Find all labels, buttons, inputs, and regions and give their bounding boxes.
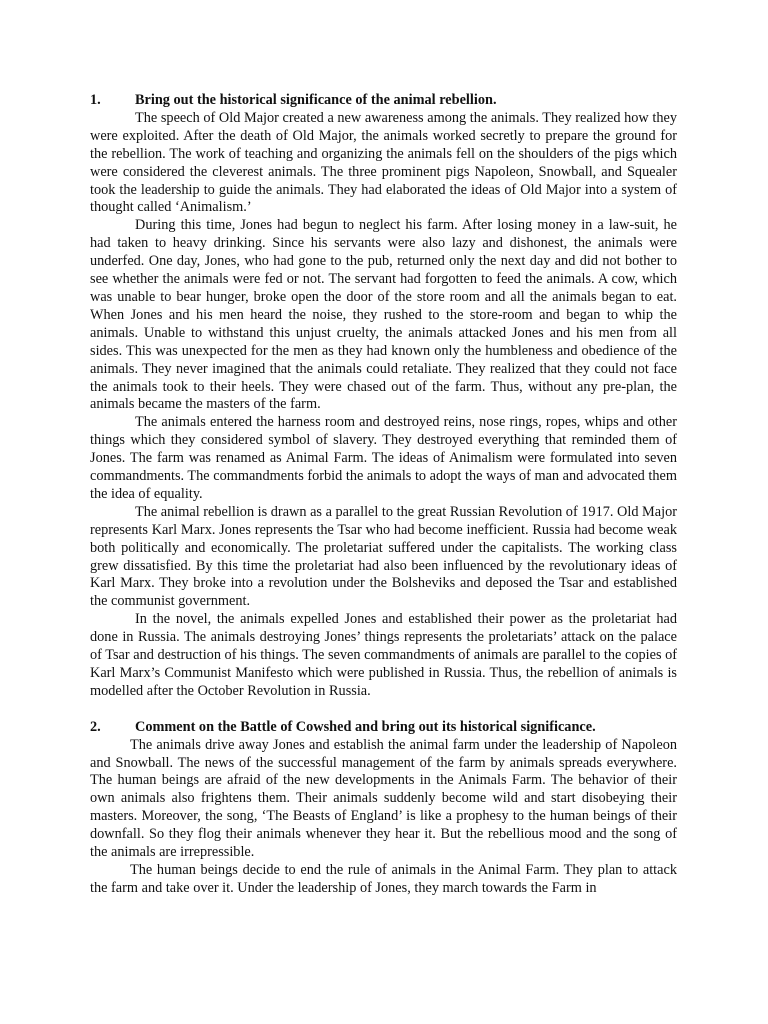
question-heading-1 [90,92,677,110]
paragraph: The animals entered the harness room and destroyed reins, nose rings, ropes, whips and other things which they considered symbol of slavery. They destroyed everything that reminded them of Jones. The farm was renamed as Animal Farm. The ideas of Animalism were formulated into seven commandments. The commandments forbid the animals to adopt the ways of man and advocated them the idea of equality. [90,414,677,502]
paragraph: The speech of Old Major created a new awareness among the animals. They realized how they were exploited. After the death of Old Major, the animals worked secretly to prepare the ground for the rebellion. The work of teaching and organizing the animals fell on the shoulders of the pigs which were considered the cleverest animals. The three prominent pigs Napoleon, Snowball, and Squealer took the leadership to guide the animals. They had elaborated the ideas of Old Major into a system of thought called ‘Animalism.’ [90,109,677,216]
question-section-2 [90,719,677,898]
question-number: 1. [90,92,101,108]
document-body [90,92,677,898]
paragraph: The animals drive away Jones and establish the animal farm under the leadership of Napoleon and Snowball. The news of the successful management of the farm by animals spreads everywhere. The human beings are afraid of the new developments in the Animals Farm. The behavior of their own animals also frightens them. Their animals suddenly become wild and start disobeying their masters. Moreover, the song, ‘The Beasts of England’ is like a prophesy to the human beings of their downfall. So they flog their animals whenever they hear it. But the rebellious mood and the song of the animals are irrepressible. [90,736,677,861]
paragraph: The animal rebellion is drawn as a parallel to the great Russian Revolution of 1917. Old Major represents Karl Marx. Jones represents the Tsar who had become inefficient. Russia had become weak both politically and economically. The proletariat suffered under the capitalists. The working class grew dissatisfied. By this time the proletariat had also been influenced by the revolutionary ideas of Karl Marx. They broke into a revolution under the Bolsheviks and deposed the Tsar and established the communist government. [90,503,677,610]
paragraph: The human beings decide to end the rule of animals in the Animal Farm. They plan to attack the farm and take over it. Under the leadership of Jones, they march towards the Farm in [90,861,677,896]
paragraph: During this time, Jones had begun to neglect his farm. After losing money in a law-suit, he had taken to heavy drinking. Since his servants were also lazy and dishonest, the animals were underfed. One day, Jones, who had gone to the pub, returned only the next day and did not bother to see whether the animals were fed or not. The servant had forgotten to feed the animals. A cow, which was unable to bear hunger, broke open the door of the store room and all the animals began to eat. When Jones and his men heard the noise, they rushed to the store-room and began to whip the animals. Unable to withstand this unjust cruelty, the animals attacked Jones and his men from all sides. This was unexpected for the men as they had known only the humbleness and obedience of the animals. They never imagined that the animals could retaliate. They realized that they could not face the animals took to their heels. They were chased out of the farm. Thus, without any pre-plan, the animals became the masters of the farm. [90,217,677,413]
question-heading-2 [90,719,677,737]
question-number: 2. [90,718,101,735]
paragraph: In the novel, the animals expelled Jones and established their power as the proletariat had done in Russia. The animals destroying Jones’ things represents the proletariats’ attack on the palace of Tsar and destruction of his things. The seven commandments of animals are parallel to the copies of Karl Marx’s Communist Manifesto which were published in Russia. Thus, the rebellion of animals is modelled after the October Revolution in Russia. [90,611,677,699]
question-title: Bring out the historical significance of the animal rebellion. [135,92,497,108]
section-spacer [90,701,677,719]
question-title: Comment on the Battle of Cowshed and bring out its historical significance. [135,718,596,735]
question-section-1 [90,92,677,701]
